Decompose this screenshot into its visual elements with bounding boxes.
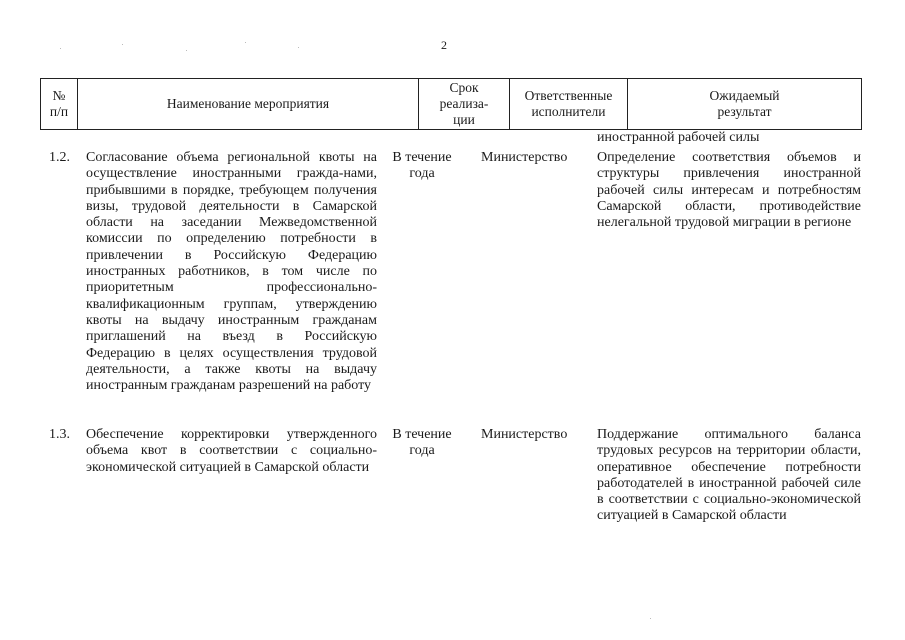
header-result-label: Ожидаемый результат [709, 88, 780, 119]
row-1-2-responsible: Министерство [481, 150, 568, 165]
scan-speck [650, 618, 651, 619]
header-num-label: № п/п [49, 88, 69, 119]
row-1-3-term: В течение года [392, 427, 452, 459]
header-result [628, 79, 861, 129]
scan-speck [60, 48, 61, 49]
row-1-3-responsible: Министерство [481, 427, 568, 442]
scan-speck [122, 44, 123, 45]
header-num [41, 79, 78, 129]
header-responsible [510, 79, 628, 129]
row-1-2-term: В течение года [392, 150, 452, 182]
header-name-label: Наименование мероприятия [166, 96, 330, 111]
row-1-3-result: Поддержание оптимального баланса трудовых ресурсов на территории области, оперативное обеспечение потребности работодателей в иностранной рабочей силе в соответствии с социально-экономической ситуацией в Самарской области [597, 427, 861, 524]
scan-speck [245, 42, 246, 43]
row-1-2-number: 1.2. [49, 150, 70, 165]
scan-speck [186, 50, 187, 51]
row-1-2-name: Согласование объема региональной квоты на осуществление иностранными гражда-нами, прибывшими в порядке, требующем получения визы, трудовой деятельности в Самарской области на заседании Межведомственной комиссии по определению потребности в привлечении в Российскую Федерацию иностранных работников, в том числе по приоритетным профессионально-квалификационным группам, утверждению квоты на выдачу иностранным гражданам приглашений на въезд в Российскую Федерацию в целях осуществления трудовой деятельности, а также квоты на выдачу иностранным гражданам разрешений на работу [86, 150, 377, 394]
carryover-result: иностранной рабочей силы [597, 130, 760, 145]
header-term [419, 79, 510, 129]
header-term-label: Срок реализа- ции [439, 80, 489, 127]
header-responsible-label: Ответственные исполнители [524, 88, 613, 119]
row-1-3-number: 1.3. [49, 427, 70, 442]
row-1-2-result: Определение соответствия объемов и структуры привлечения иностранной рабочей силы интересам и потребностям Самарской области, противодействие нелегальной трудовой миграции в регионе [597, 150, 861, 231]
scan-speck [298, 47, 299, 48]
page-number: 2 [441, 38, 447, 52]
header-name [78, 79, 419, 129]
table-header [40, 78, 862, 130]
row-1-3-name: Обеспечение корректировки утвержденного объема квот в соответствии с социально-экономической ситуацией в Самарской области [86, 427, 377, 475]
